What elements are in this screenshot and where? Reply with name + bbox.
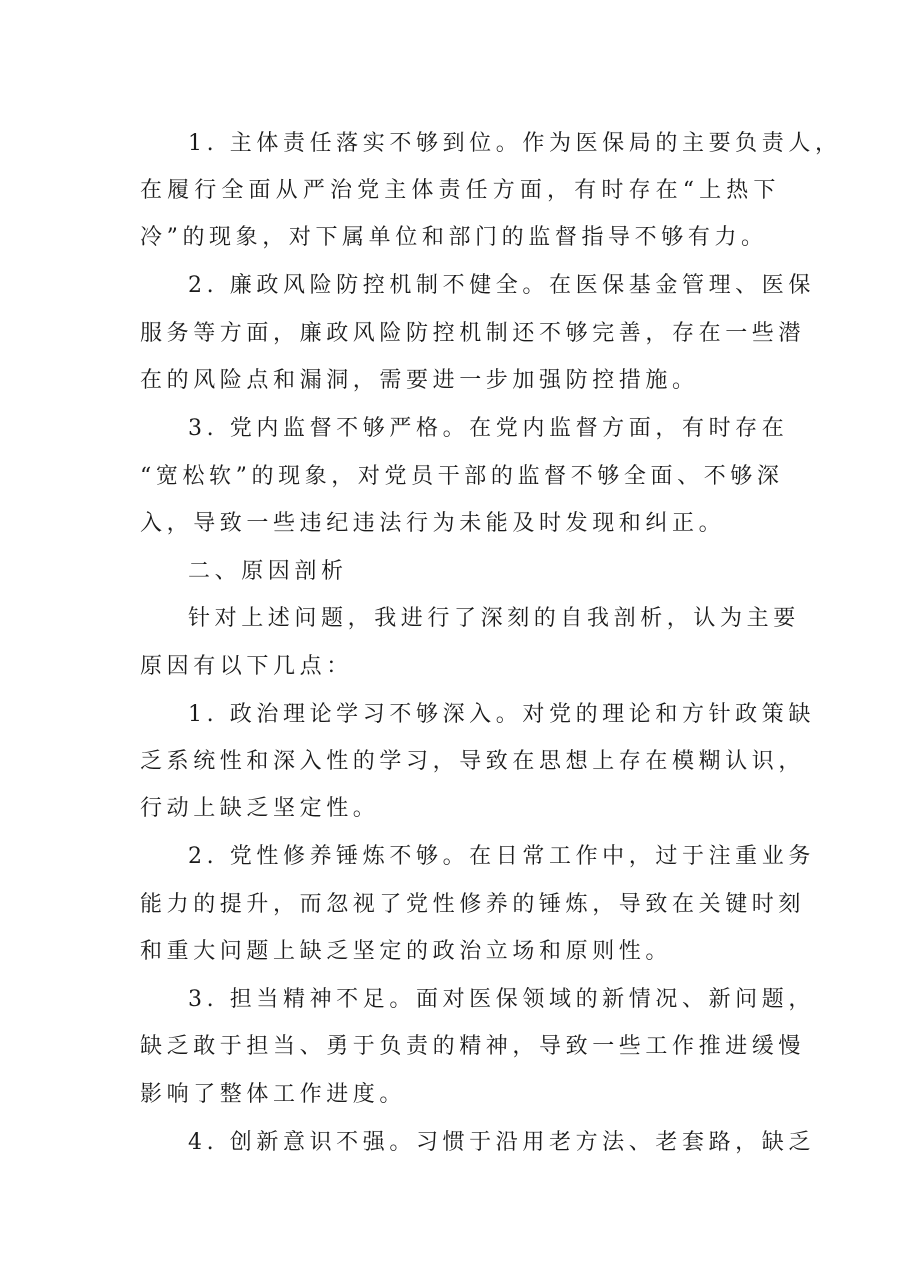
paragraph-line: 2. 党性修养锤炼不够。在日常工作中，过于注重业务 (188, 844, 815, 869)
paragraph-line: 服务等方面，廉政风险防控机制还不够完善，存在一些潜 (140, 321, 806, 346)
paragraph-line: 1. 主体责任落实不够到位。作为医保局的主要负责人， (188, 131, 842, 156)
paragraph-line: 能力的提升，而忽视了党性修养的锤炼，导致在关键时刻 (140, 892, 806, 917)
paragraph-line: 1. 政治理论学习不够深入。对党的理论和方针政策缺 (188, 702, 815, 727)
paragraph-line: 缺乏敢于担当、勇于负责的精神，导致一些工作推进缓慢 (140, 1034, 806, 1059)
paragraph-line: 2. 廉政风险防控机制不健全。在医保基金管理、医保 (188, 273, 815, 298)
paragraph-line: 在的风险点和漏洞，需要进一步加强防控措施。 (140, 368, 699, 393)
paragraph-line: 针对上述问题，我进行了深刻的自我剖析，认为主要 (188, 606, 800, 631)
paragraph-line: 在履行全面从严治党主体责任方面，有时存在“上热下 (140, 178, 780, 203)
section-heading: 二、原因剖析 (188, 559, 348, 584)
paragraph-line: 3. 担当精神不足。面对医保领域的新情况、新问题， (188, 987, 815, 1012)
paragraph-line: 和重大问题上缺乏坚定的政治立场和原则性。 (140, 939, 673, 964)
paragraph-line: 冷”的现象，对下属单位和部门的监督指导不够有力。 (140, 225, 768, 250)
paragraph-line: 原因有以下几点： (140, 654, 353, 679)
paragraph-line: 入，导致一些违纪违法行为未能及时发现和纠正。 (140, 511, 726, 536)
paragraph-line: 乏系统性和深入性的学习，导致在思想上存在模糊认识， (140, 749, 806, 774)
paragraph-line: 4. 创新意识不强。习惯于沿用老方法、老套路，缺乏 (188, 1130, 815, 1155)
paragraph-line: “宽松软”的现象，对党员干部的监督不够全面、不够深 (140, 464, 784, 489)
paragraph-line: 行动上缺乏坚定性。 (140, 796, 380, 821)
paragraph-line: 影响了整体工作进度。 (140, 1082, 407, 1107)
paragraph-line: 3. 党内监督不够严格。在党内监督方面，有时存在 (188, 416, 789, 441)
